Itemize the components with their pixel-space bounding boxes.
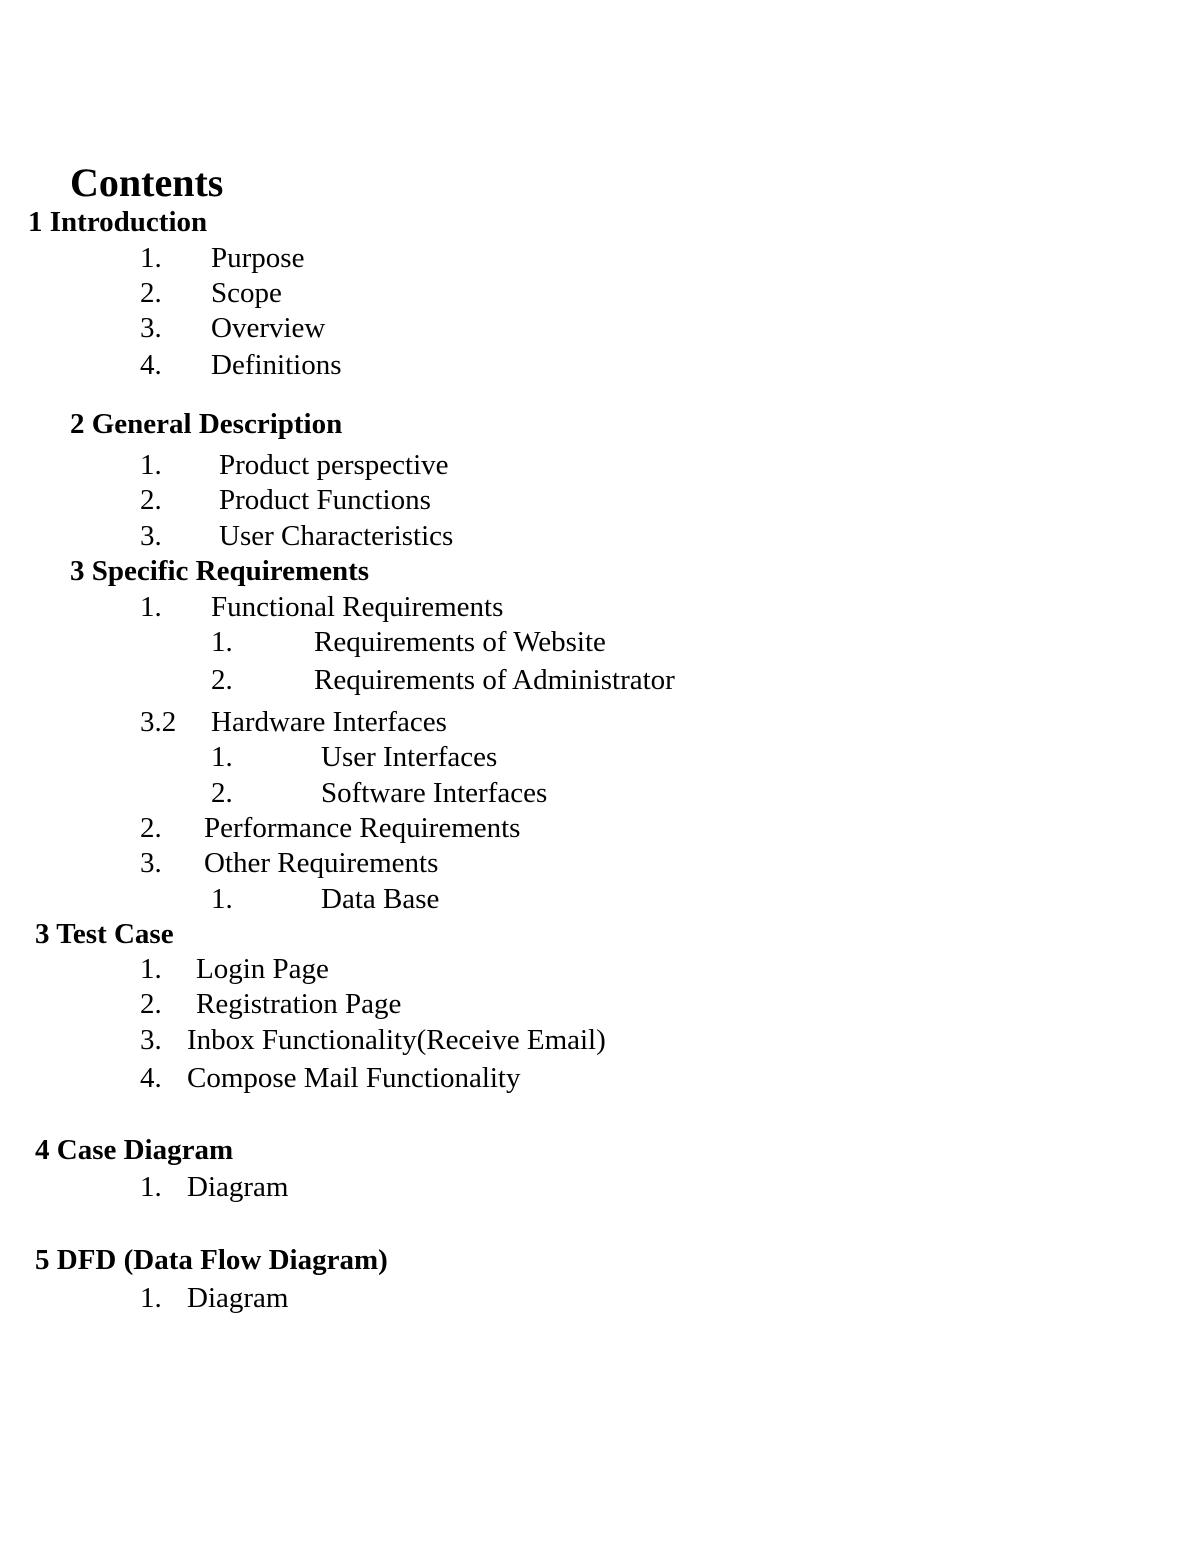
item-label: Inbox Functionality(Receive Email) bbox=[187, 1024, 606, 1056]
item-label: Definitions bbox=[211, 349, 342, 381]
item-label: Requirements of Website bbox=[314, 626, 606, 658]
item-number: 3. bbox=[140, 847, 162, 879]
item-number: 1. bbox=[211, 883, 233, 915]
item-number: 2. bbox=[140, 484, 162, 516]
item-label: Registration Page bbox=[196, 988, 402, 1020]
item-number: 2. bbox=[140, 812, 162, 844]
item-label: Diagram bbox=[187, 1171, 289, 1203]
item-number: 4. bbox=[140, 349, 162, 381]
item-number: 2. bbox=[140, 277, 162, 309]
item-number: 3. bbox=[140, 520, 162, 552]
section-heading: 2 General Description bbox=[70, 408, 343, 440]
section-heading: 3 Specific Requirements bbox=[70, 555, 370, 587]
item-label: Software Interfaces bbox=[321, 777, 548, 809]
page-title: Contents bbox=[70, 160, 224, 205]
section-heading: 3 Test Case bbox=[35, 918, 174, 950]
item-number: 2. bbox=[211, 777, 233, 809]
item-number: 3. bbox=[140, 312, 162, 344]
item-number: 1. bbox=[140, 591, 162, 623]
item-label: Product Functions bbox=[219, 484, 431, 516]
section-heading: 5 DFD (Data Flow Diagram) bbox=[35, 1244, 388, 1276]
item-number: 3.2 bbox=[140, 706, 177, 738]
item-label: Data Base bbox=[321, 883, 440, 915]
item-number: 3. bbox=[140, 1024, 162, 1056]
item-label: Performance Requirements bbox=[204, 812, 521, 844]
item-number: 2. bbox=[211, 664, 233, 696]
item-number: 4. bbox=[140, 1062, 162, 1094]
item-number: 1. bbox=[140, 242, 162, 274]
item-label: Functional Requirements bbox=[211, 591, 504, 623]
item-label: Hardware Interfaces bbox=[211, 706, 447, 738]
section-heading: 1 Introduction bbox=[28, 206, 208, 238]
item-number: 1. bbox=[211, 626, 233, 658]
item-label: Scope bbox=[211, 277, 282, 309]
item-label: User Characteristics bbox=[219, 520, 454, 552]
item-number: 1. bbox=[140, 953, 162, 985]
section-heading: 4 Case Diagram bbox=[35, 1134, 234, 1166]
item-label: Compose Mail Functionality bbox=[187, 1062, 521, 1094]
item-label: Other Requirements bbox=[204, 847, 439, 879]
item-number: 1. bbox=[211, 741, 233, 773]
item-label: User Interfaces bbox=[321, 741, 498, 773]
item-label: Product perspective bbox=[219, 449, 449, 481]
item-number: 1. bbox=[140, 1171, 162, 1203]
item-label: Purpose bbox=[211, 242, 305, 274]
item-label: Login Page bbox=[196, 953, 329, 985]
item-number: 1. bbox=[140, 1282, 162, 1314]
item-label: Diagram bbox=[187, 1282, 289, 1314]
item-label: Requirements of Administrator bbox=[314, 664, 675, 696]
item-number: 1. bbox=[140, 449, 162, 481]
item-label: Overview bbox=[211, 312, 326, 344]
item-number: 2. bbox=[140, 988, 162, 1020]
